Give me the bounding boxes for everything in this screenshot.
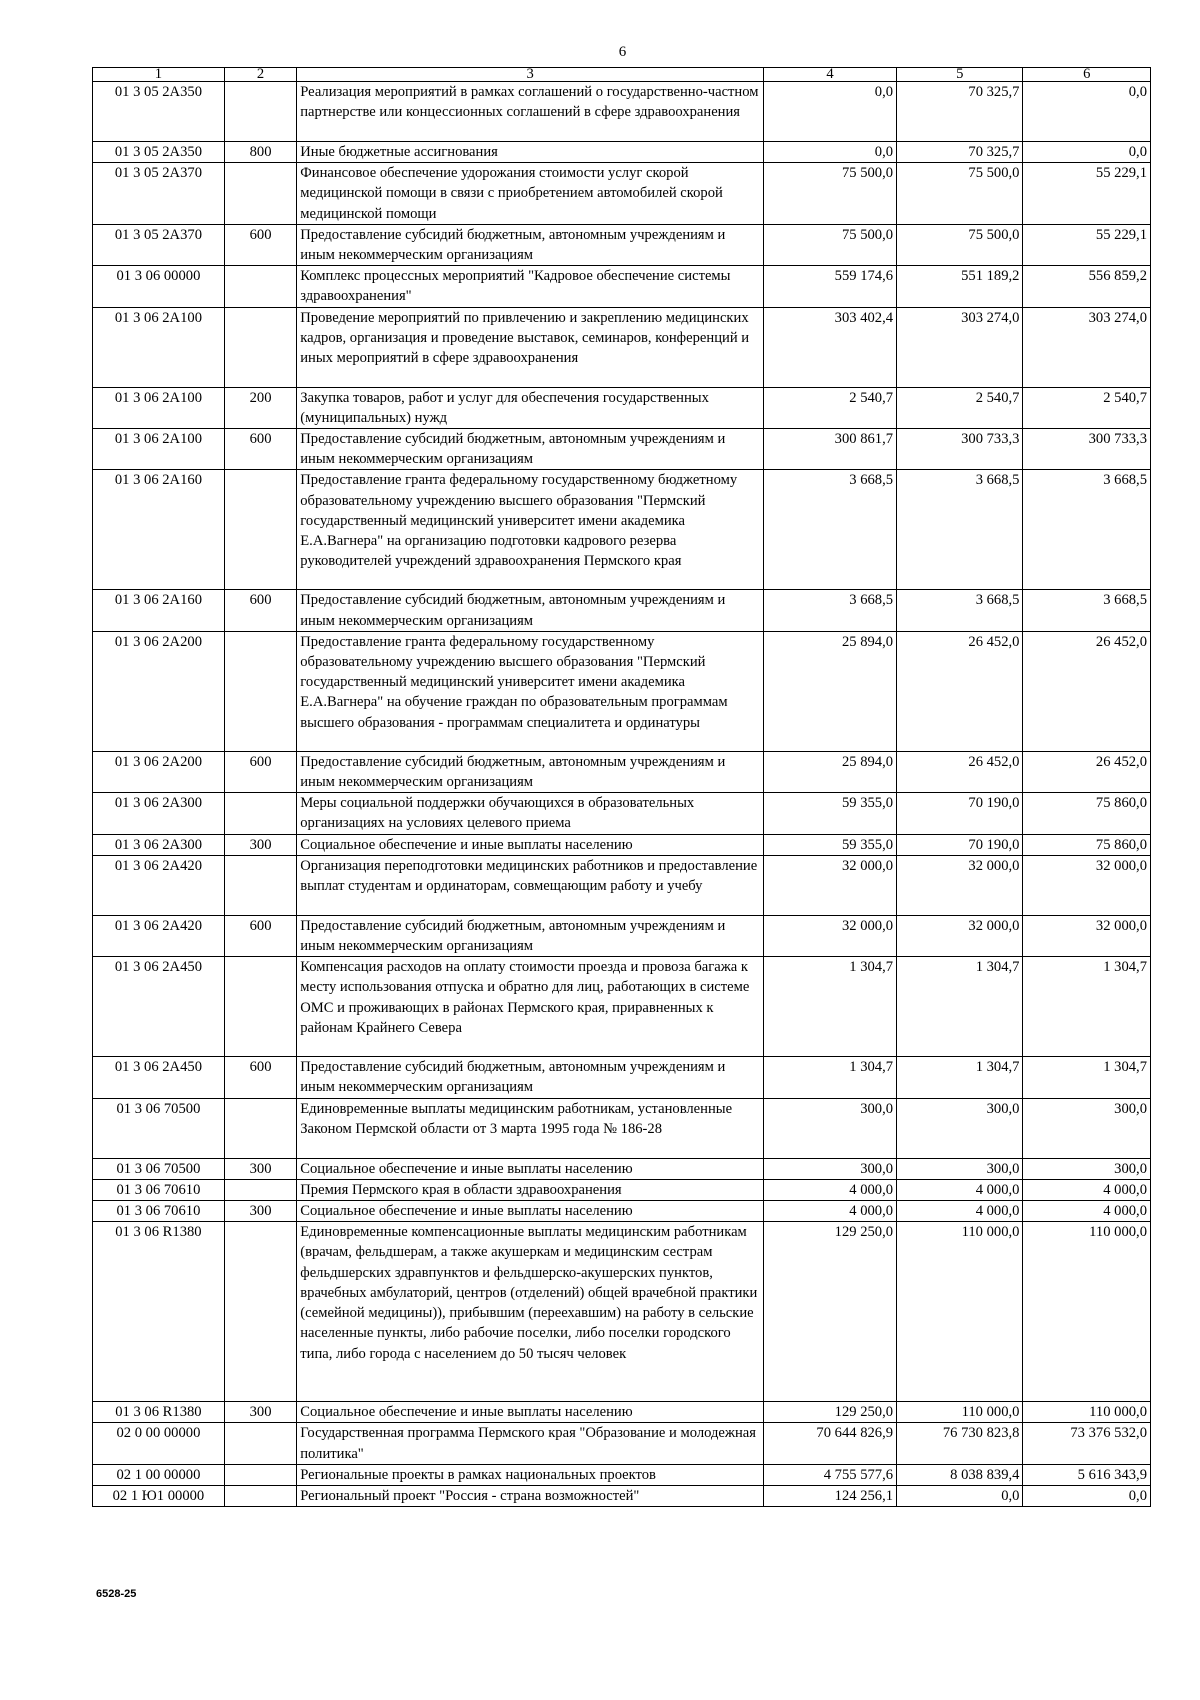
amount-col5-cell: 0,0 <box>897 1486 1023 1507</box>
table-row <box>93 1423 1151 1464</box>
amount-col6-cell: 55 229,1 <box>1023 224 1151 265</box>
classification-code-cell: 01 3 05 2А370 <box>93 224 225 265</box>
item-name-cell: Региональные проекты в рамках национальных проектов <box>297 1464 764 1485</box>
table-row <box>93 1179 1151 1200</box>
table-row <box>93 855 1151 915</box>
classification-code-cell: 01 3 06 70610 <box>93 1179 225 1200</box>
amount-col5-cell: 1 304,7 <box>897 957 1023 1057</box>
expense-type-cell <box>224 307 296 387</box>
expense-type-cell: 300 <box>224 1158 296 1179</box>
table-row <box>93 834 1151 855</box>
table-row <box>93 470 1151 590</box>
amount-col6-cell: 1 304,7 <box>1023 957 1151 1057</box>
amount-col4-cell: 25 894,0 <box>764 751 897 792</box>
amount-col5-cell: 70 190,0 <box>897 793 1023 834</box>
amount-col6-cell: 73 376 532,0 <box>1023 1423 1151 1464</box>
item-name-cell: Меры социальной поддержки обучающихся в образовательных организациях на условиях целевого приема <box>297 793 764 834</box>
expense-type-cell <box>224 1179 296 1200</box>
amount-col4-cell: 4 755 577,6 <box>764 1464 897 1485</box>
amount-col5-cell: 4 000,0 <box>897 1201 1023 1222</box>
table-row <box>93 142 1151 163</box>
amount-col5-cell: 75 500,0 <box>897 224 1023 265</box>
table-row <box>93 1222 1151 1402</box>
amount-col5-cell: 26 452,0 <box>897 751 1023 792</box>
item-name-cell: Региональный проект "Россия - страна возможностей" <box>297 1486 764 1507</box>
classification-code-cell: 01 3 05 2А350 <box>93 142 225 163</box>
expense-type-cell: 800 <box>224 142 296 163</box>
expense-type-cell <box>224 1222 296 1402</box>
table-row <box>93 1402 1151 1423</box>
expense-type-cell: 600 <box>224 751 296 792</box>
amount-col4-cell: 2 540,7 <box>764 387 897 428</box>
table-row <box>93 163 1151 225</box>
column-header: 4 <box>764 68 897 82</box>
amount-col6-cell: 1 304,7 <box>1023 1057 1151 1098</box>
expense-type-cell <box>224 266 296 307</box>
expense-type-cell: 300 <box>224 1402 296 1423</box>
item-name-cell: Предоставление гранта федеральному государственному бюджетному образовательному учреждению высшего образования "Пермский государственный медицинский университет имени академика Е.А.Вагнера" на организацию подготовки кадрового резерва руководителей учреждений здравоохранения Пермского края <box>297 470 764 590</box>
expense-type-cell <box>224 855 296 915</box>
amount-col6-cell: 556 859,2 <box>1023 266 1151 307</box>
amount-col6-cell: 0,0 <box>1023 142 1151 163</box>
amount-col4-cell: 75 500,0 <box>764 163 897 225</box>
column-header: 6 <box>1023 68 1151 82</box>
table-row <box>93 1201 1151 1222</box>
amount-col5-cell: 110 000,0 <box>897 1402 1023 1423</box>
amount-col5-cell: 70 325,7 <box>897 82 1023 142</box>
classification-code-cell: 01 3 06 70610 <box>93 1201 225 1222</box>
amount-col4-cell: 0,0 <box>764 82 897 142</box>
expense-type-cell: 300 <box>224 1201 296 1222</box>
item-name-cell: Иные бюджетные ассигнования <box>297 142 764 163</box>
amount-col6-cell: 3 668,5 <box>1023 470 1151 590</box>
amount-col4-cell: 25 894,0 <box>764 631 897 751</box>
expense-type-cell <box>224 1486 296 1507</box>
expense-type-cell: 600 <box>224 429 296 470</box>
amount-col4-cell: 4 000,0 <box>764 1179 897 1200</box>
classification-code-cell: 01 3 06 2А200 <box>93 631 225 751</box>
classification-code-cell: 01 3 06 2А160 <box>93 470 225 590</box>
expense-type-cell: 300 <box>224 834 296 855</box>
amount-col6-cell: 0,0 <box>1023 1486 1151 1507</box>
document-code: 6528-25 <box>96 1588 137 1600</box>
amount-col4-cell: 59 355,0 <box>764 793 897 834</box>
item-name-cell: Компенсация расходов на оплату стоимости проезда и провоза багажа к месту использования отпуска и обратно для лиц, работающих в системе ОМС и проживающих в районах Пермского края, приравненных к районам Крайнего Севера <box>297 957 764 1057</box>
amount-col5-cell: 26 452,0 <box>897 631 1023 751</box>
classification-code-cell: 01 3 06 2А420 <box>93 915 225 956</box>
expense-type-cell: 600 <box>224 590 296 631</box>
table-row <box>93 915 1151 956</box>
classification-code-cell: 01 3 06 70500 <box>93 1158 225 1179</box>
amount-col4-cell: 0,0 <box>764 142 897 163</box>
item-name-cell: Реализация мероприятий в рамках соглашений о государственно-частном партнерстве или концессионных соглашений в сфере здравоохранения <box>297 82 764 142</box>
table-row <box>93 429 1151 470</box>
expense-type-cell <box>224 957 296 1057</box>
table-row <box>93 1464 1151 1485</box>
amount-col5-cell: 303 274,0 <box>897 307 1023 387</box>
expense-type-cell: 200 <box>224 387 296 428</box>
amount-col6-cell: 55 229,1 <box>1023 163 1151 225</box>
amount-col4-cell: 59 355,0 <box>764 834 897 855</box>
expense-type-cell <box>224 1423 296 1464</box>
amount-col6-cell: 75 860,0 <box>1023 834 1151 855</box>
classification-code-cell: 01 3 06 2А100 <box>93 387 225 428</box>
classification-code-cell: 01 3 06 00000 <box>93 266 225 307</box>
table-row <box>93 957 1151 1057</box>
item-name-cell: Предоставление гранта федеральному государственному образовательному учреждению высшего образования "Пермский государственный медицинский университет имени академика Е.А.Вагнера" на обучение граждан по образовательным программам высшего образования - программам специалитета и ординатуры <box>297 631 764 751</box>
classification-code-cell: 01 3 06 2А100 <box>93 429 225 470</box>
amount-col5-cell: 3 668,5 <box>897 470 1023 590</box>
amount-col4-cell: 70 644 826,9 <box>764 1423 897 1464</box>
item-name-cell: Единовременные выплаты медицинским работникам, установленные Законом Пермской области от 3 марта 1995 года № 186-28 <box>297 1098 764 1158</box>
amount-col4-cell: 129 250,0 <box>764 1402 897 1423</box>
table-row <box>93 1486 1151 1507</box>
expense-type-cell: 600 <box>224 915 296 956</box>
amount-col5-cell: 551 189,2 <box>897 266 1023 307</box>
table-row <box>93 387 1151 428</box>
amount-col6-cell: 4 000,0 <box>1023 1179 1151 1200</box>
expense-type-cell <box>224 1464 296 1485</box>
amount-col5-cell: 300,0 <box>897 1158 1023 1179</box>
amount-col4-cell: 300,0 <box>764 1158 897 1179</box>
table-row <box>93 224 1151 265</box>
amount-col6-cell: 5 616 343,9 <box>1023 1464 1151 1485</box>
column-header: 5 <box>897 68 1023 82</box>
expense-type-cell: 600 <box>224 1057 296 1098</box>
item-name-cell: Предоставление субсидий бюджетным, автономным учреждениям и иным некоммерческим организациям <box>297 590 764 631</box>
amount-col4-cell: 32 000,0 <box>764 915 897 956</box>
amount-col6-cell: 3 668,5 <box>1023 590 1151 631</box>
classification-code-cell: 01 3 05 2А350 <box>93 82 225 142</box>
amount-col5-cell: 32 000,0 <box>897 855 1023 915</box>
budget-table-body <box>93 68 1151 1507</box>
classification-code-cell: 01 3 06 2А300 <box>93 834 225 855</box>
classification-code-cell: 01 3 06 2А450 <box>93 957 225 1057</box>
table-row <box>93 590 1151 631</box>
table-row <box>93 82 1151 142</box>
amount-col5-cell: 3 668,5 <box>897 590 1023 631</box>
amount-col5-cell: 4 000,0 <box>897 1179 1023 1200</box>
item-name-cell: Премия Пермского края в области здравоохранения <box>297 1179 764 1200</box>
amount-col6-cell: 300,0 <box>1023 1098 1151 1158</box>
amount-col6-cell: 2 540,7 <box>1023 387 1151 428</box>
amount-col4-cell: 75 500,0 <box>764 224 897 265</box>
amount-col6-cell: 0,0 <box>1023 82 1151 142</box>
classification-code-cell: 01 3 06 2А100 <box>93 307 225 387</box>
classification-code-cell: 01 3 06 2А200 <box>93 751 225 792</box>
amount-col4-cell: 300 861,7 <box>764 429 897 470</box>
amount-col6-cell: 303 274,0 <box>1023 307 1151 387</box>
column-header: 2 <box>224 68 296 82</box>
column-header: 1 <box>93 68 225 82</box>
amount-col5-cell: 70 190,0 <box>897 834 1023 855</box>
classification-code-cell: 01 3 05 2А370 <box>93 163 225 225</box>
item-name-cell: Социальное обеспечение и иные выплаты населению <box>297 1402 764 1423</box>
amount-col4-cell: 3 668,5 <box>764 470 897 590</box>
expense-type-cell <box>224 793 296 834</box>
amount-col4-cell: 3 668,5 <box>764 590 897 631</box>
expense-type-cell <box>224 1098 296 1158</box>
budget-table <box>92 67 1151 1507</box>
amount-col6-cell: 32 000,0 <box>1023 855 1151 915</box>
amount-col4-cell: 32 000,0 <box>764 855 897 915</box>
column-number-row <box>93 68 1151 82</box>
table-row <box>93 266 1151 307</box>
table-row <box>93 631 1151 751</box>
amount-col4-cell: 559 174,6 <box>764 266 897 307</box>
amount-col6-cell: 110 000,0 <box>1023 1402 1151 1423</box>
table-row <box>93 751 1151 792</box>
amount-col5-cell: 75 500,0 <box>897 163 1023 225</box>
item-name-cell: Предоставление субсидий бюджетным, автономным учреждениям и иным некоммерческим организациям <box>297 224 764 265</box>
amount-col6-cell: 110 000,0 <box>1023 1222 1151 1402</box>
item-name-cell: Финансовое обеспечение удорожания стоимости услуг скорой медицинской помощи в связи с приобретением автомобилей скорой медицинской помощи <box>297 163 764 225</box>
item-name-cell: Предоставление субсидий бюджетным, автономным учреждениям и иным некоммерческим организациям <box>297 751 764 792</box>
amount-col5-cell: 1 304,7 <box>897 1057 1023 1098</box>
amount-col5-cell: 32 000,0 <box>897 915 1023 956</box>
amount-col6-cell: 300,0 <box>1023 1158 1151 1179</box>
item-name-cell: Предоставление субсидий бюджетным, автономным учреждениям и иным некоммерческим организациям <box>297 915 764 956</box>
amount-col6-cell: 26 452,0 <box>1023 631 1151 751</box>
expense-type-cell <box>224 82 296 142</box>
amount-col4-cell: 1 304,7 <box>764 957 897 1057</box>
amount-col6-cell: 300 733,3 <box>1023 429 1151 470</box>
classification-code-cell: 01 3 06 70500 <box>93 1098 225 1158</box>
amount-col5-cell: 300,0 <box>897 1098 1023 1158</box>
classification-code-cell: 02 1 00 00000 <box>93 1464 225 1485</box>
item-name-cell: Единовременные компенсационные выплаты медицинским работникам (врачам, фельдшерам, а также акушеркам и медицинским сестрам фельдшерских здравпунктов и фельдшерско-акушерских пунктов, врачебных амбулаторий, центров (отделений) общей врачебной практики (семейной медицины)), прибывшим (переехавшим) на работу в сельские населенные пункты, либо рабочие поселки, либо поселки городского типа, либо города с населением до 50 тысяч человек <box>297 1222 764 1402</box>
table-row <box>93 1057 1151 1098</box>
table-row <box>93 793 1151 834</box>
expense-type-cell <box>224 631 296 751</box>
amount-col4-cell: 4 000,0 <box>764 1201 897 1222</box>
classification-code-cell: 01 3 06 2А300 <box>93 793 225 834</box>
amount-col6-cell: 26 452,0 <box>1023 751 1151 792</box>
amount-col5-cell: 2 540,7 <box>897 387 1023 428</box>
item-name-cell: Предоставление субсидий бюджетным, автономным учреждениям и иным некоммерческим организациям <box>297 1057 764 1098</box>
amount-col5-cell: 8 038 839,4 <box>897 1464 1023 1485</box>
amount-col4-cell: 303 402,4 <box>764 307 897 387</box>
amount-col5-cell: 110 000,0 <box>897 1222 1023 1402</box>
classification-code-cell: 02 0 00 00000 <box>93 1423 225 1464</box>
amount-col6-cell: 75 860,0 <box>1023 793 1151 834</box>
classification-code-cell: 02 1 Ю1 00000 <box>93 1486 225 1507</box>
expense-type-cell <box>224 163 296 225</box>
item-name-cell: Социальное обеспечение и иные выплаты населению <box>297 834 764 855</box>
amount-col4-cell: 300,0 <box>764 1098 897 1158</box>
item-name-cell: Государственная программа Пермского края "Образование и молодежная политика" <box>297 1423 764 1464</box>
amount-col4-cell: 1 304,7 <box>764 1057 897 1098</box>
classification-code-cell: 01 3 06 R1380 <box>93 1402 225 1423</box>
expense-type-cell <box>224 470 296 590</box>
classification-code-cell: 01 3 06 2А420 <box>93 855 225 915</box>
item-name-cell: Организация переподготовки медицинских работников и предоставление выплат студентам и ординаторам, совмещающим работу и учебу <box>297 855 764 915</box>
item-name-cell: Социальное обеспечение и иные выплаты населению <box>297 1201 764 1222</box>
amount-col4-cell: 129 250,0 <box>764 1222 897 1402</box>
item-name-cell: Предоставление субсидий бюджетным, автономным учреждениям и иным некоммерческим организациям <box>297 429 764 470</box>
item-name-cell: Комплекс процессных мероприятий "Кадровое обеспечение системы здравоохранения" <box>297 266 764 307</box>
amount-col5-cell: 76 730 823,8 <box>897 1423 1023 1464</box>
item-name-cell: Социальное обеспечение и иные выплаты населению <box>297 1158 764 1179</box>
amount-col5-cell: 70 325,7 <box>897 142 1023 163</box>
item-name-cell: Закупка товаров, работ и услуг для обеспечения государственных (муниципальных) нужд <box>297 387 764 428</box>
amount-col5-cell: 300 733,3 <box>897 429 1023 470</box>
classification-code-cell: 01 3 06 2А450 <box>93 1057 225 1098</box>
amount-col6-cell: 32 000,0 <box>1023 915 1151 956</box>
table-row <box>93 1098 1151 1158</box>
table-row <box>93 1158 1151 1179</box>
amount-col6-cell: 4 000,0 <box>1023 1201 1151 1222</box>
table-row <box>93 307 1151 387</box>
item-name-cell: Проведение мероприятий по привлечению и закреплению медицинских кадров, организация и проведение выставок, семинаров, конференций и иных мероприятий в сфере здравоохранения <box>297 307 764 387</box>
classification-code-cell: 01 3 06 R1380 <box>93 1222 225 1402</box>
amount-col4-cell: 124 256,1 <box>764 1486 897 1507</box>
expense-type-cell: 600 <box>224 224 296 265</box>
classification-code-cell: 01 3 06 2А160 <box>93 590 225 631</box>
column-header: 3 <box>297 68 764 82</box>
page-number: 6 <box>618 44 627 60</box>
